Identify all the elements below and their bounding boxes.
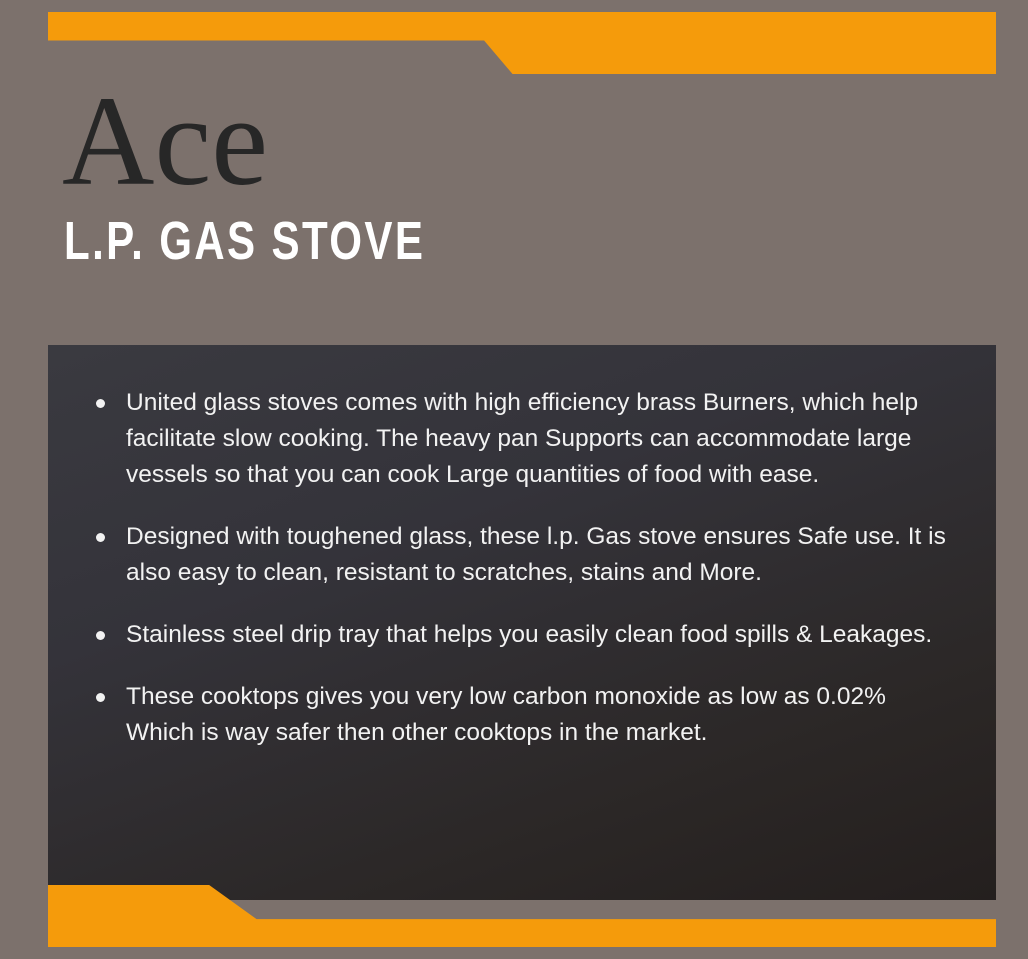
product-subtitle: L.P. GAS STOVE: [64, 211, 426, 272]
brand-title: Ace: [62, 70, 269, 212]
top-accent-band: [48, 12, 996, 74]
features-list: [96, 385, 948, 751]
list-item: [96, 679, 948, 751]
bullet-icon: [96, 533, 105, 542]
list-item: [96, 519, 948, 591]
list-item: [96, 617, 948, 653]
title-area: [62, 70, 962, 272]
bullet-icon: [96, 399, 105, 408]
bullet-icon: [96, 693, 105, 702]
feature-text: These cooktops gives you very low carbon monoxide as low as 0.02% Which is way safer then other cooktops in the market.: [126, 683, 886, 746]
bullet-icon: [96, 631, 105, 640]
feature-text: Stainless steel drip tray that helps you easily clean food spills & Leakages.: [126, 621, 933, 648]
feature-text: United glass stoves comes with high efficiency brass Burners, which help facilitate slow cooking. The heavy pan Supports can accommodate large vessels so that you can cook Large quantities of food with ease.: [126, 389, 919, 488]
list-item: [96, 385, 948, 493]
feature-text: Designed with toughened glass, these l.p. Gas stove ensures Safe use. It is also easy to clean, resistant to scratches, stains and More.: [126, 523, 946, 586]
features-panel: [48, 345, 996, 900]
